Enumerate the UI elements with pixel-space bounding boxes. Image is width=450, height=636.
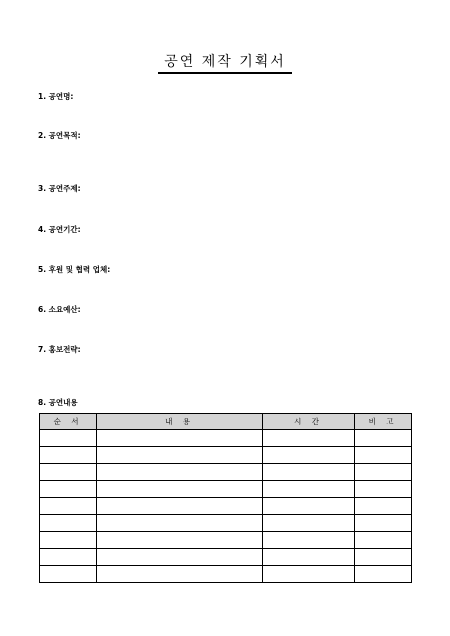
field-performance-theme: 3. 공연주제: xyxy=(38,184,81,193)
table-cell[interactable] xyxy=(263,498,355,515)
table-row xyxy=(40,515,412,532)
table-row xyxy=(40,481,412,498)
table-cell[interactable] xyxy=(40,549,97,566)
table-cell[interactable] xyxy=(97,549,263,566)
table-cell[interactable] xyxy=(40,498,97,515)
content-table xyxy=(39,413,412,583)
table-row xyxy=(40,498,412,515)
table-row xyxy=(40,447,412,464)
table-row xyxy=(40,549,412,566)
table-cell[interactable] xyxy=(355,532,412,549)
field-budget: 6. 소요예산: xyxy=(38,305,81,314)
table-cell[interactable] xyxy=(97,532,263,549)
table-cell[interactable] xyxy=(263,532,355,549)
header-time: 시 간 xyxy=(263,414,355,430)
table-cell[interactable] xyxy=(263,481,355,498)
table-cell[interactable] xyxy=(355,464,412,481)
field-performance-content: 8. 공연내용 xyxy=(38,398,78,407)
table-cell[interactable] xyxy=(355,515,412,532)
field-promotion-strategy: 7. 홍보전략: xyxy=(38,345,81,354)
table-cell[interactable] xyxy=(40,566,97,583)
table-cell[interactable] xyxy=(355,498,412,515)
field-performance-name: 1. 공연명: xyxy=(38,92,74,101)
table-cell[interactable] xyxy=(263,430,355,447)
page-title: 공연 제작 기획서 xyxy=(158,53,292,74)
table-cell[interactable] xyxy=(97,515,263,532)
table-cell[interactable] xyxy=(355,447,412,464)
table-row xyxy=(40,430,412,447)
header-content: 내 용 xyxy=(97,414,263,430)
table-row xyxy=(40,464,412,481)
table-cell[interactable] xyxy=(355,481,412,498)
table-cell[interactable] xyxy=(97,464,263,481)
table-cell[interactable] xyxy=(263,515,355,532)
table-cell[interactable] xyxy=(97,566,263,583)
table-cell[interactable] xyxy=(263,447,355,464)
table-cell[interactable] xyxy=(263,464,355,481)
table-cell[interactable] xyxy=(40,481,97,498)
table-body xyxy=(40,430,412,583)
table-row xyxy=(40,532,412,549)
table-cell[interactable] xyxy=(40,430,97,447)
table-cell[interactable] xyxy=(355,549,412,566)
table-cell[interactable] xyxy=(40,447,97,464)
table-cell[interactable] xyxy=(40,464,97,481)
table-cell[interactable] xyxy=(40,515,97,532)
table-cell[interactable] xyxy=(97,498,263,515)
table-cell[interactable] xyxy=(263,566,355,583)
table-cell[interactable] xyxy=(355,430,412,447)
header-order: 순 서 xyxy=(40,414,97,430)
table-cell[interactable] xyxy=(97,481,263,498)
title-block xyxy=(0,51,450,74)
table-header-row xyxy=(40,414,412,430)
field-performance-period: 4. 공연기간: xyxy=(38,225,81,234)
table-cell[interactable] xyxy=(355,566,412,583)
table-cell[interactable] xyxy=(263,549,355,566)
field-sponsors: 5. 후원 및 협력 업체: xyxy=(38,265,111,274)
header-remarks: 비 고 xyxy=(355,414,412,430)
table-cell[interactable] xyxy=(97,430,263,447)
table-row xyxy=(40,566,412,583)
table-cell[interactable] xyxy=(97,447,263,464)
table-cell[interactable] xyxy=(40,532,97,549)
field-performance-purpose: 2. 공연목적: xyxy=(38,131,81,140)
